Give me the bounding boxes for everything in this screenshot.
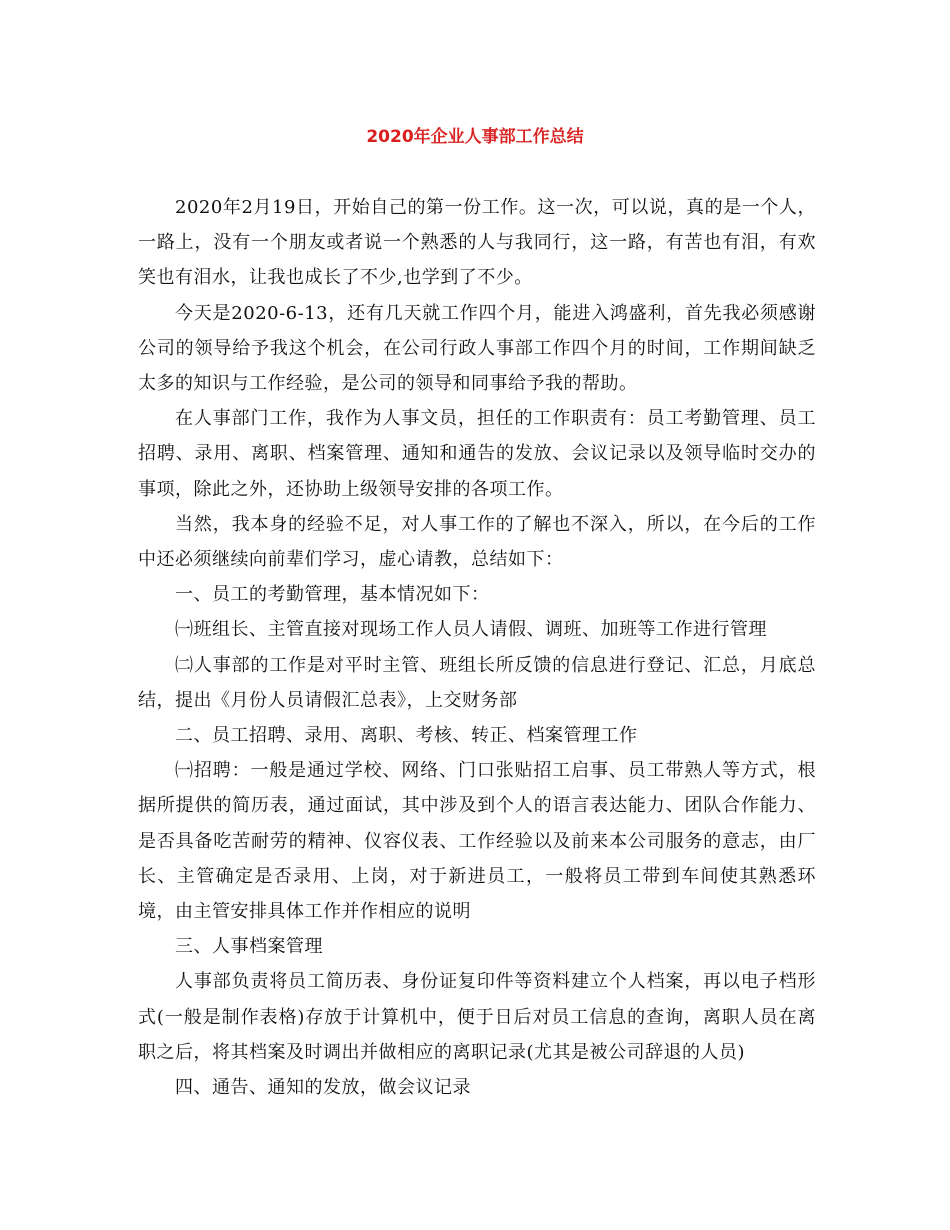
section-heading-archives: 三、人事档案管理 xyxy=(175,936,323,958)
section-heading-attendance: 一、员工的考勤管理，基本情况如下： xyxy=(175,584,490,606)
document-body xyxy=(138,190,816,1105)
list-item-recruitment-1: ㈠招聘：一般是通过学校、网络、门口张贴招工启事、员工带熟人等方式，根据所提供的简历表，通过面试，其中涉及到个人的语言表达能力、团队合作能力、是否具备吃苦耐劳的精神、仪容仪表、工作经验以及前来本公司服务的意志，由厂长、主管确定是否录用、上岗，对于新进员工，一般将员工带到车间使其熟悉环境，由主管安排具体工作并作相应的说明 xyxy=(138,760,816,923)
paragraph-intro: 2020年2月19日，开始自己的第一份工作。这一次，可以说，真的是一个人，一路上，没有一个朋友或者说一个熟悉的人与我同行，这一路，有苦也有泪，有欢笑也有泪水，让我也成长了不少,也学到了不少。 xyxy=(138,197,816,289)
paragraph-archives: 人事部负责将员工简历表、身份证复印件等资料建立个人档案，再以电子档形式(一般是制作表格)存放于计算机中，便于日后对员工信息的查询，离职人员在离职之后，将其档案及时调出并做相应的离职记录(尤其是被公司辞退的人员) xyxy=(138,971,816,1063)
paragraph-summary-intro: 当然，我本身的经验不足，对人事工作的了解也不深入，所以，在今后的工作中还必须继续向前辈们学习，虚心请教，总结如下： xyxy=(138,513,816,571)
section-heading-recruitment: 二、员工招聘、录用、离职、考核、转正、档案管理工作 xyxy=(175,725,638,747)
list-item-attendance-1: ㈠班组长、主管直接对现场工作人员人请假、调班、加班等工作进行管理 xyxy=(175,619,767,641)
document-title: 2020年企业人事部工作总结 xyxy=(366,127,584,147)
list-item-attendance-2: ㈡人事部的工作是对平时主管、班组长所反馈的信息进行登记、汇总，月底总结，提出《月份人员请假汇总表》，上交财务部 xyxy=(138,654,816,711)
section-heading-notices: 四、通告、通知的发放，做会议记录 xyxy=(175,1077,471,1099)
paragraph-duties: 在人事部门工作，我作为人事文员，担任的工作职责有：员工考勤管理、员工招聘、录用、离职、档案管理、通知和通告的发放、会议记录以及领导临时交办的事项，除此之外，还协助上级领导安排的各项工作。 xyxy=(138,408,816,500)
paragraph-thanks: 今天是2020-6-13，还有几天就工作四个月，能进入鸿盛利，首先我必须感谢公司的领导给予我这个机会，在公司行政人事部工作四个月的时间，工作期间缺乏太多的知识与工作经验，是公司的领导和同事给予我的帮助。 xyxy=(138,302,816,395)
